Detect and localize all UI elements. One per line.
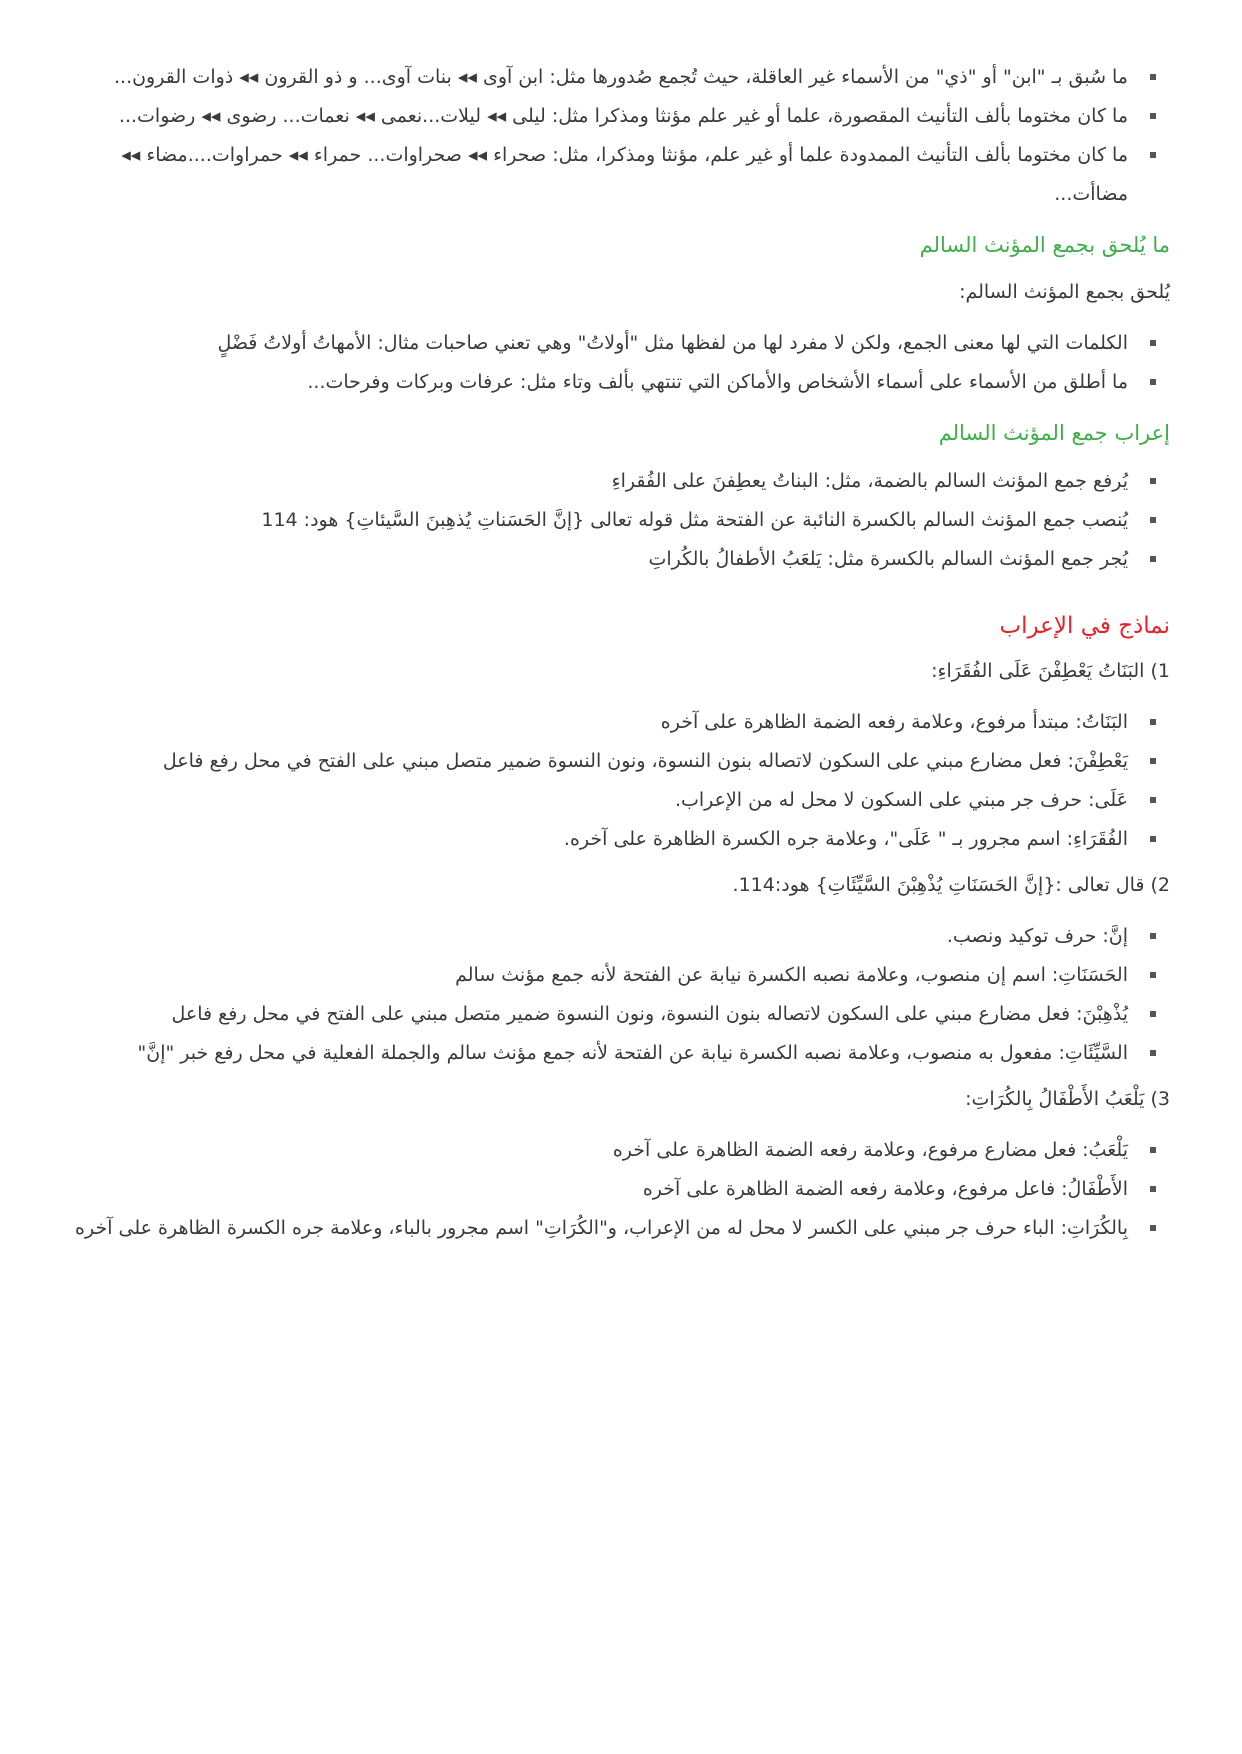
bullet-icon [1150, 758, 1156, 764]
list-item-text: إنَّ: حرف توكيد ونصب. [946, 925, 1128, 947]
bullet-icon [1150, 478, 1156, 484]
list-example-2 [72, 917, 1170, 1073]
list-item [72, 540, 1170, 579]
bullet-icon [1150, 836, 1156, 842]
list-item-text: يُنصب جمع المؤنث السالم بالكسرة النائبة عن الفتحة مثل قوله تعالى {إنَّ الحَسَناتِ يُذهِبنَ السَّيئاتِ} هود: 114 [261, 509, 1128, 531]
list-item-text: ما سُبق بـ "ابن" أو "ذي" من الأسماء غير العاقلة، حيث تُجمع صُدورها مثل: ابن آوى ◂◂ بنات آوى... و ذو القرون ◂◂ ذوات القرون... [113, 66, 1128, 88]
list-item [72, 1034, 1170, 1073]
section-heading-attached: ما يُلحق بجمع المؤنث السالم [919, 233, 1170, 257]
section-heading-examples: نماذج في الإعراب [999, 613, 1170, 639]
list-item-text: السَّيِّئَاتِ: مفعول به منصوب، وعلامة نصبه الكسرة نيابة عن الفتحة لأنه جمع مؤنث سالم والجملة الفعلية في محل رفع خبر "إنَّ" [137, 1042, 1128, 1064]
list-item [72, 781, 1170, 820]
list-item-text: الكلمات التي لها معنى الجمع، ولكن لا مفرد لها من لفظها مثل "أولاتُ" وهي تعني صاحبات مثال: الأمهاتُ أولاتُ فَضْلٍ [217, 332, 1128, 354]
list-item [72, 956, 1170, 995]
list-item-text: يُجر جمع المؤنث السالم بالكسرة مثل: يَلعَبُ الأطفالُ بالكُراتِ [648, 548, 1128, 570]
list-item-text: ما كان مختوما بألف التأنيث الممدودة علما أو غير علم، مؤنثا ومذكرا، مثل: صحراء ◂◂ صحراوات... حمراء ◂◂ حمراوات....مضاء ◂◂ مضاأت... [121, 144, 1128, 205]
example-heading-2: 2) قال تعالى :{إنَّ الحَسَنَاتِ يُذْهِبْنَ السَّيِّئَاتِ} هود:114. [732, 874, 1170, 896]
list-item-text: بِالكُرَاتِ: الباء حرف جر مبني على الكسر لا محل له من الإعراب، و"الكُرَاتِ" اسم مجرور بالباء، وعلامة جره الكسرة الظاهرة على آخره [75, 1217, 1128, 1239]
list-example-1 [72, 703, 1170, 859]
list-item-text: البَنَاتُ: مبتدأ مرفوع، وعلامة رفعه الضمة الظاهرة على آخره [660, 711, 1128, 733]
bullet-icon [1150, 379, 1156, 385]
bullet-icon [1150, 1050, 1156, 1056]
bullet-icon [1150, 113, 1156, 119]
list-item-text: يُرفع جمع المؤنث السالم بالضمة، مثل: البناتُ يعطِفنَ على الفُقراءِ [611, 470, 1128, 492]
bullet-icon [1150, 517, 1156, 523]
list-item-text: عَلَى: حرف جر مبني على السكون لا محل له من الإعراب. [674, 789, 1128, 811]
section-intro: يُلحق بجمع المؤنث السالم: [959, 281, 1170, 303]
list-item [72, 1131, 1170, 1170]
bullet-icon [1150, 340, 1156, 346]
list-item [72, 462, 1170, 501]
bullet-icon [1150, 152, 1156, 158]
example-heading-1: 1) البَنَاتُ يَعْطِفْنَ عَلَى الفُقَرَاءِ: [931, 660, 1170, 682]
list-item-text: ما كان مختوما بألف التأنيث المقصورة، علما أو غير علم مؤنثا ومذكرا مثل: ليلى ◂◂ ليلات...نعمى ◂◂ نعمات... رضوى ◂◂ رضوات... [118, 105, 1128, 127]
list-example-3 [72, 1131, 1170, 1248]
list-item [72, 742, 1170, 781]
list-item [72, 136, 1170, 214]
list-item-text: الحَسَنَاتِ: اسم إن منصوب، وعلامة نصبه الكسرة نيابة عن الفتحة لأنه جمع مؤنث سالم [455, 964, 1128, 986]
bullet-icon [1150, 972, 1156, 978]
list-item [72, 1209, 1170, 1248]
list-item [72, 917, 1170, 956]
bullet-icon [1150, 719, 1156, 725]
list-item-text: يَعْطِفْنَ: فعل مضارع مبني على السكون لاتصاله بنون النسوة، ونون النسوة ضمير متصل مبني على الفتح في محل رفع فاعل [162, 750, 1128, 772]
list-item [72, 97, 1170, 136]
list-parsing [72, 462, 1170, 579]
bullet-icon [1150, 933, 1156, 939]
list-item-text: ما أطلق من الأسماء على أسماء الأشخاص والأماكن التي تنتهي بألف وتاء مثل: عرفات وبركات وفرحات... [307, 371, 1128, 393]
bullet-icon [1150, 556, 1156, 562]
list-item-text: يُذْهِبْنَ: فعل مضارع مبني على السكون لاتصاله بنون النسوة، ونون النسوة ضمير متصل مبني على الفتح في محل رفع فاعل [171, 1003, 1128, 1025]
list-item-text: يَلْعَبُ: فعل مضارع مرفوع، وعلامة رفعه الضمة الظاهرة على آخره [612, 1139, 1128, 1161]
list-item [72, 703, 1170, 742]
bullet-icon [1150, 74, 1156, 80]
list-item-text: الفُقَرَاءِ: اسم مجرور بـ " عَلَى"، وعلامة جره الكسرة الظاهرة على آخره. [563, 828, 1128, 850]
section-heading-parsing: إعراب جمع المؤنث السالم [938, 421, 1170, 445]
bullet-icon [1150, 1011, 1156, 1017]
list-item [72, 1170, 1170, 1209]
bullet-icon [1150, 1186, 1156, 1192]
list-item-text: الأَطْفَالُ: فاعل مرفوع، وعلامة رفعه الضمة الظاهرة على آخره [642, 1178, 1128, 1200]
list-item [72, 324, 1170, 363]
list-item [72, 820, 1170, 859]
list-plural-forms [72, 58, 1170, 214]
list-item [72, 995, 1170, 1034]
list-item [72, 501, 1170, 540]
list-attached [72, 324, 1170, 402]
list-item [72, 363, 1170, 402]
bullet-icon [1150, 797, 1156, 803]
bullet-icon [1150, 1147, 1156, 1153]
example-heading-3: 3) يَلْعَبُ الأَطْفَالُ بِالكُرَاتِ: [965, 1088, 1170, 1110]
list-item [72, 58, 1170, 97]
bullet-icon [1150, 1225, 1156, 1231]
